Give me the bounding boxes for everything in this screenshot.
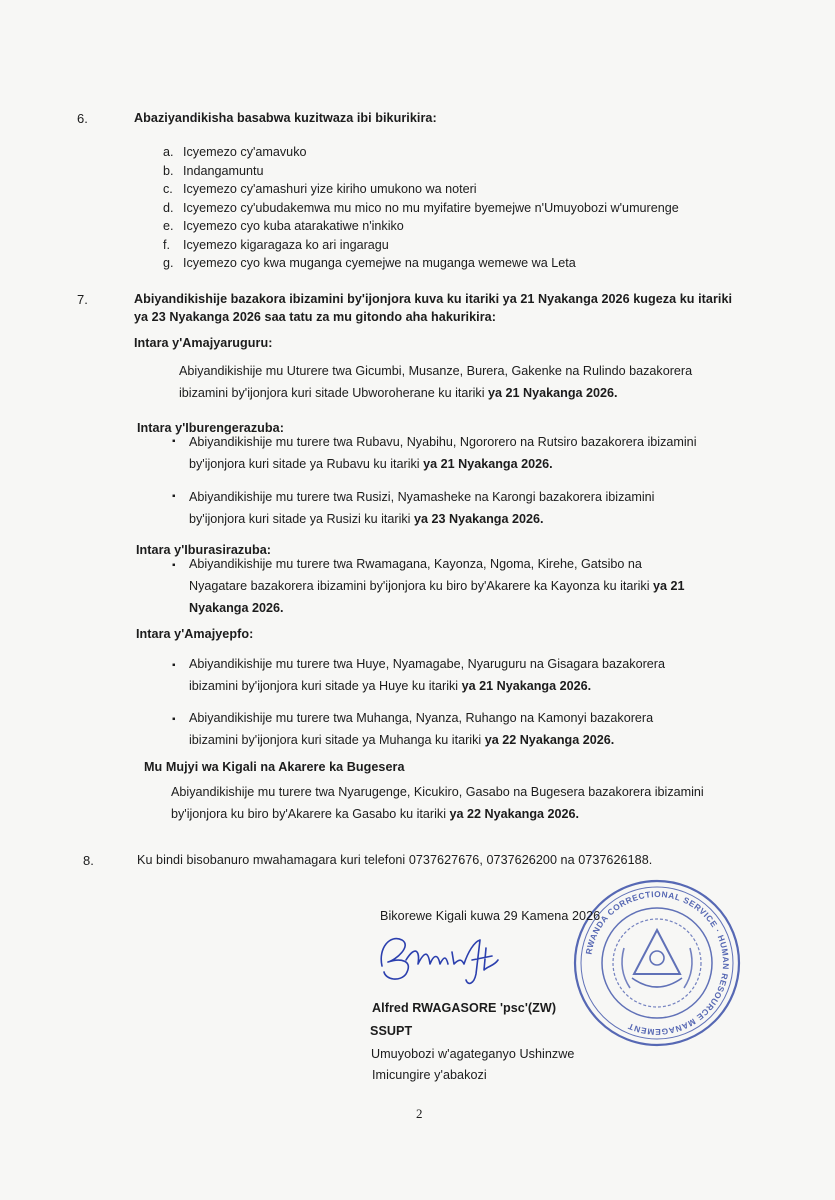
list-item: e. Icyemezo cyo kuba atarakatiwe n'inkiko [163, 219, 404, 233]
province-north-title: Intara y'Amajyaruguru: [134, 336, 273, 350]
list-item: d. Icyemezo cy'ubudakemwa mu mico no mu myifatire byemejwe n'Umuyobozi w'umurenge [163, 200, 679, 215]
kigali-bugesera-paragraph: Abiyandikishije mu turere twa Nyarugenge, Kicukiro, Gasabo na Bugesera bazakorera ibizamini by'ijonjora ku biro by'Akarere ka Gasabo ku itariki ya 22 Nyakanga 2026. [171, 785, 704, 821]
bullet-icon: ▪ [172, 436, 176, 447]
section-8-text: Ku bindi bisobanuro mwahamagara kuri telefoni 0737627676, 0737626200 na 0737626188. [137, 853, 653, 867]
place-and-date: Bikorewe Kigali kuwa 29 Kamena 2026 [380, 909, 601, 923]
signatory-title-line-2: Imicungire y'abakozi [372, 1068, 487, 1082]
province-east-title: Intara y'Iburasirazuba: [136, 543, 272, 557]
official-seal-icon [572, 878, 742, 1048]
required-documents-list [163, 143, 679, 273]
signatory-rank: SSUPT [370, 1024, 413, 1038]
kigali-bugesera-title: Mu Mujyi wa Kigali na Akarere ka Bugesera [144, 760, 405, 774]
signatory-name: Alfred RWAGASORE 'psc'(ZW) [372, 1001, 557, 1015]
province-west-paragraph-2: Abiyandikishije mu turere twa Rusizi, Nyamasheke na Karongi bazakorera ibizamini by'ijonjora kuri sitade ya Rusizi ku itariki ya 23 Nyakanga 2026. [189, 490, 655, 526]
section-7-heading-line-1: Abiyandikishije bazakora ibizamini by'ijonjora kuva ku itariki ya 21 Nyakanga 2026 kugeza ku itariki [134, 292, 733, 306]
page-number: 2 [416, 1106, 423, 1121]
province-north-paragraph: Abiyandikishije mu Uturere twa Gicumbi, Musanze, Burera, Gakenke na Rulindo bazakorera ibizamini by'ijonjora kuri sitade Ubworoherane ku itariki ya 21 Nyakanga 2026. [179, 364, 693, 400]
svg-text:RWANDA CORRECTIONAL SERVICE ·: RWANDA CORRECTIONAL SERVICE · HUMAN RESOURCE MANAGEMENT [583, 888, 732, 1038]
list-item: g. Icyemezo cyo kwa muganga cyemejwe na muganga wemewe wa Leta [163, 256, 576, 270]
province-south-title: Intara y'Amajyepfo: [136, 627, 254, 641]
signature-icon [376, 930, 501, 990]
list-item: b. Indangamuntu [163, 163, 264, 178]
signatory-title-line-1: Umuyobozi w'agateganyo Ushinzwe [371, 1047, 575, 1061]
province-south-paragraph-1: Abiyandikishije mu turere twa Huye, Nyamagabe, Nyaruguru na Gisagara bazakorera ibizamini by'ijonjora kuri sitade ya Huye ku itariki ya 21 Nyakanga 2026. [189, 657, 666, 693]
province-west-paragraph-1: Abiyandikishije mu turere twa Rubavu, Nyabihu, Ngororero na Rutsiro bazakorera ibizamini by'ijonjora kuri sitade ya Rubavu ku itariki ya 21 Nyakanga 2026. [189, 435, 697, 471]
list-item: a. Icyemezo cy'amavuko [163, 145, 307, 159]
bullet-icon: ▪ [172, 714, 176, 725]
list-item: f. Icyemezo kigaragaza ko ari ingaragu [163, 237, 389, 252]
section-7-number: 7. [77, 292, 88, 307]
bullet-icon: ▪ [172, 660, 176, 671]
section-6-heading: Abaziyandikisha basabwa kuzitwaza ibi bikurikira: [134, 111, 437, 125]
province-east-paragraph: Abiyandikishije mu turere twa Rwamagana, Kayonza, Ngoma, Kirehe, Gatsibo na Nyagatare bazakorera ibizamini by'ijonjora ku biro by'Akarere ka Kayonza ku itariki ya 21 Nyakanga 2026. [189, 557, 685, 615]
province-west-title: Intara y'Iburengerazuba: [137, 421, 284, 435]
list-item: c. Icyemezo cy'amashuri yize kiriho umukono wa noteri [163, 182, 477, 196]
bullet-icon: ▪ [172, 560, 176, 571]
section-8-number: 8. [83, 853, 94, 868]
province-south-paragraph-2: Abiyandikishije mu turere twa Muhanga, Nyanza, Ruhango na Kamonyi bazakorera ibizamini by'ijonjora kuri sitade ya Muhanga ku itariki ya 22 Nyakanga 2026. [189, 711, 654, 747]
bullet-icon: ▪ [172, 491, 176, 502]
section-7-heading-line-2: ya 23 Nyakanga 2026 saa tatu za mu gitondo aha hakurikira: [134, 310, 496, 324]
section-6-number: 6. [77, 111, 88, 126]
